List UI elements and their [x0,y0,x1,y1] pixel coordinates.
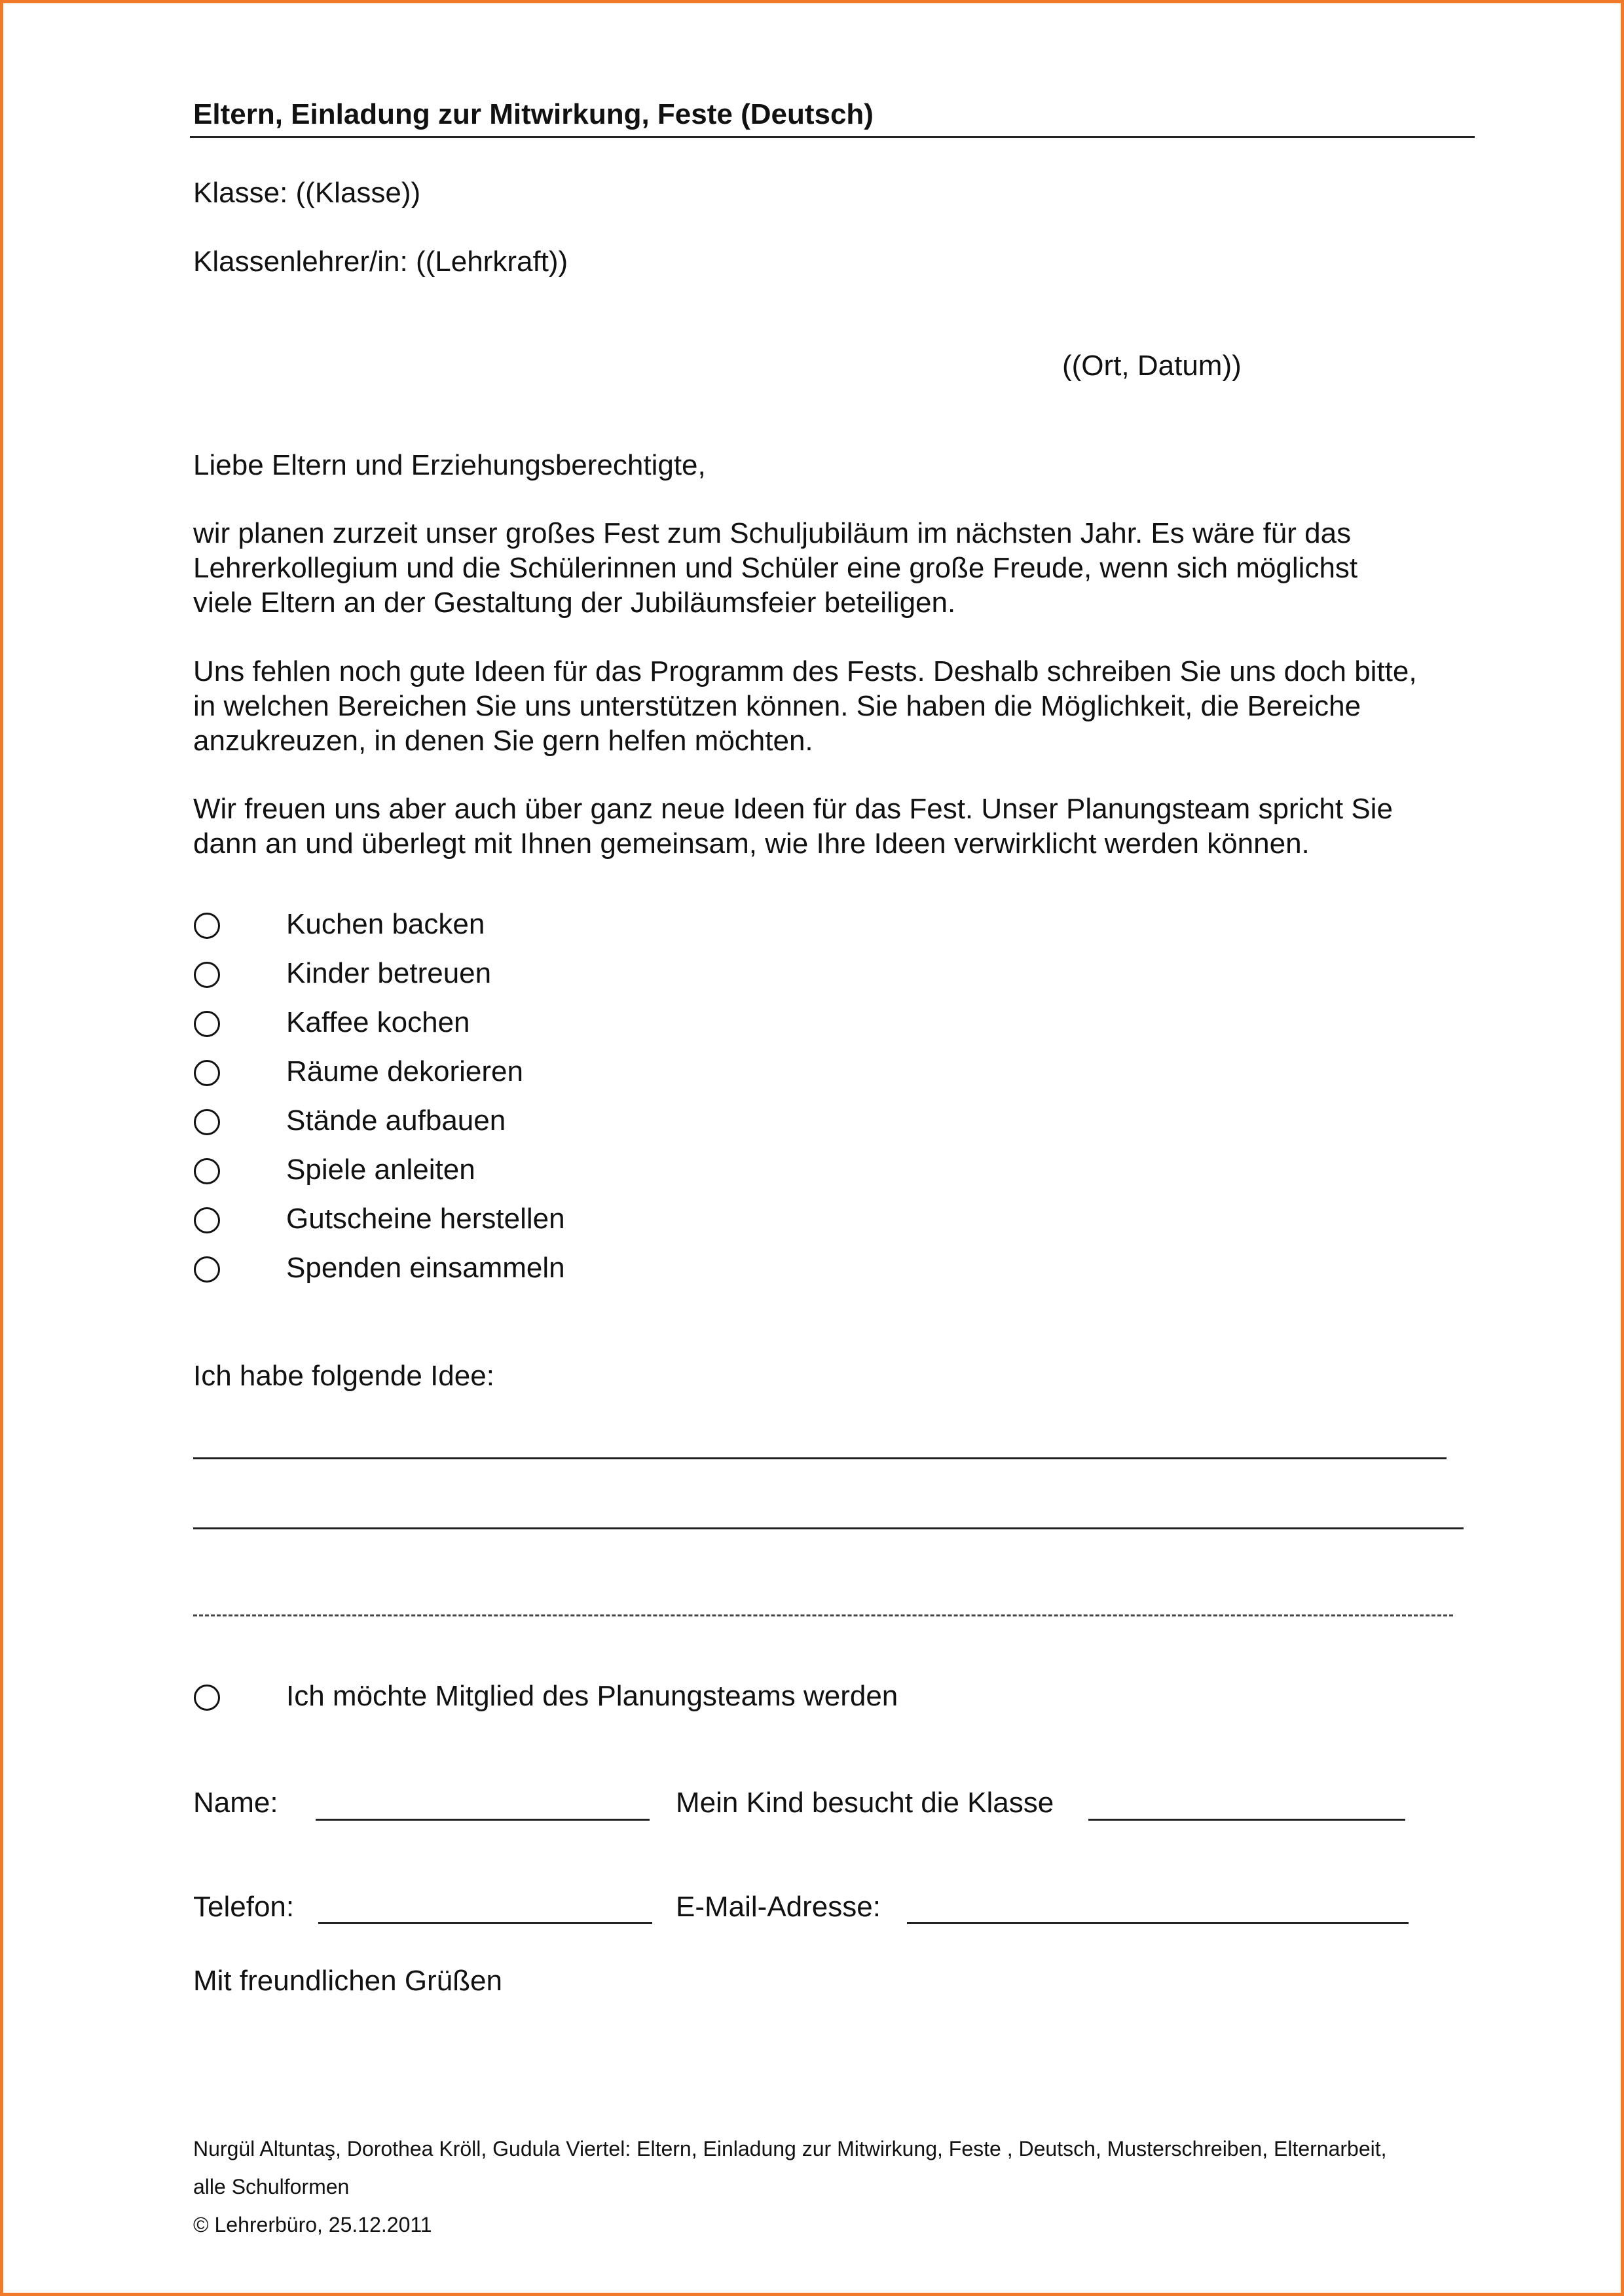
paragraph-line: in welchen Bereichen Sie uns unterstützen können. Sie haben die Möglichkeit, die Bereiche [193,690,1361,722]
paragraph-line: wir planen zurzeit unser großes Fest zum Schuljubiläum im nächsten Jahr. Es wäre für das [193,517,1352,549]
idea-line-2[interactable] [193,1527,1464,1529]
email-label: E-Mail-Adresse: [676,1891,881,1923]
option-radio-kuchen[interactable] [194,913,220,939]
paragraph-line: viele Eltern an der Gestaltung der Jubiläumsfeier beteiligen. [193,587,956,619]
paragraph-line: Uns fehlen noch gute Ideen für das Programm des Fests. Deshalb schreiben Sie uns doch bitte, [193,655,1417,687]
option-radio-gutscheine[interactable] [194,1207,220,1233]
option-radio-raeume[interactable] [194,1060,220,1086]
team-label: Ich möchte Mitglied des Planungsteams werden [286,1680,898,1712]
title-underline [190,136,1475,138]
teacher-field: Klassenlehrer/in: ((Lehrkraft)) [193,246,568,278]
paragraph-line: Wir freuen uns aber auch über ganz neue Ideen für das Fest. Unser Planungsteam spricht Sie [193,793,1393,825]
closing: Mit freundlichen Grüßen [193,1965,502,1997]
child-class-label: Mein Kind besucht die Klasse [676,1787,1054,1819]
place-date: ((Ort, Datum)) [1062,350,1242,382]
name-label: Name: [193,1787,278,1819]
class-field: Klasse: ((Klasse)) [193,177,421,209]
option-label-gutscheine: Gutscheine herstellen [286,1203,565,1235]
option-label-kaffee: Kaffee kochen [286,1006,470,1038]
option-label-kuchen: Kuchen backen [286,908,485,940]
option-radio-kaffee[interactable] [194,1011,220,1037]
option-label-kinder: Kinder betreuen [286,957,492,989]
option-radio-staende[interactable] [194,1109,220,1135]
footer-line-2: alle Schulformen [193,2175,350,2198]
option-radio-kinder[interactable] [194,962,220,988]
paragraph-3 [193,792,1477,861]
option-radio-spenden[interactable] [194,1256,220,1283]
paragraph-1 [193,516,1477,620]
footer-copyright: © Lehrerbüro, 25.12.2011 [193,2213,432,2236]
greeting: Liebe Eltern und Erziehungsberechtigte, [193,449,706,481]
phone-label: Telefon: [193,1891,295,1923]
option-label-spenden: Spenden einsammeln [286,1252,565,1284]
child-class-field-line[interactable] [1088,1819,1405,1821]
option-label-raeume: Räume dekorieren [286,1055,523,1087]
document-title: Eltern, Einladung zur Mitwirkung, Feste (Deutsch) [193,98,874,130]
phone-field-line[interactable] [318,1922,652,1924]
email-field-line[interactable] [907,1922,1409,1924]
paragraph-line: dann an und überlegt mit Ihnen gemeinsam, wie Ihre Ideen verwirklicht werden können. [193,828,1310,860]
team-radio[interactable] [194,1685,220,1711]
option-label-spiele: Spiele anleiten [286,1154,475,1186]
idea-line-1[interactable] [193,1457,1447,1459]
cut-line [193,1614,1453,1616]
name-field-line[interactable] [316,1819,650,1821]
paragraph-2 [193,654,1477,758]
paragraph-line: Lehrerkollegium und die Schülerinnen und Schüler eine große Freude, wenn sich möglichst [193,552,1358,584]
idea-label: Ich habe folgende Idee: [193,1360,494,1392]
paragraph-line: anzukreuzen, in denen Sie gern helfen möchten. [193,725,813,757]
option-radio-spiele[interactable] [194,1158,220,1184]
option-label-staende: Stände aufbauen [286,1104,506,1137]
footer-line-1: Nurgül Altuntaş, Dorothea Kröll, Gudula Viertel: Eltern, Einladung zur Mitwirkung, Feste , Deutsch, Musterschreiben, Elternarbeit, [193,2137,1387,2160]
